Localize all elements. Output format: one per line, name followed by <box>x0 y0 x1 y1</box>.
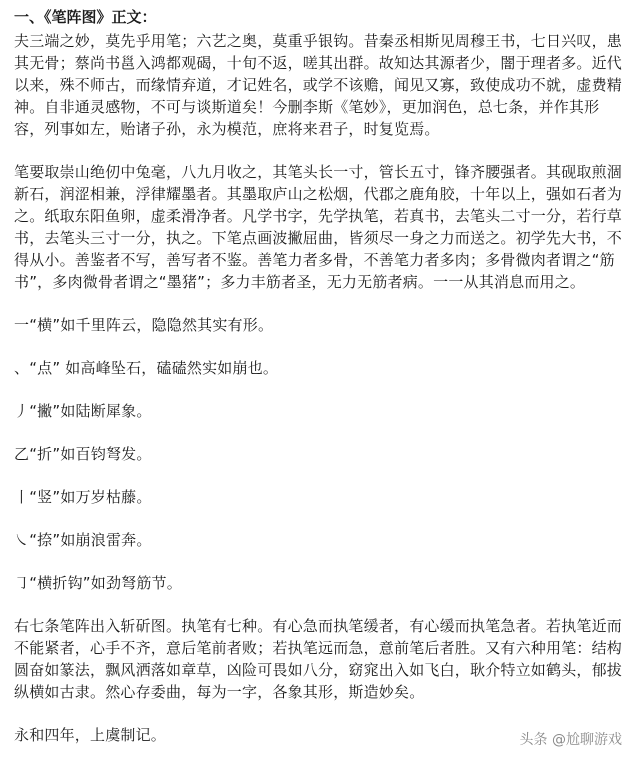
paragraph-gap <box>14 703 628 724</box>
paragraph-gap <box>14 140 628 161</box>
stroke-hengzhegou: ㇆“横折钩”如劲弩筋节。 <box>14 574 182 592</box>
summary-paragraph: 右七条笔阵出入斩斫图。执笔有七种。有心急而执笔缓者，有心缓而执笔急者。若执笔近而不能紧者，心手不齐，意后笔前者败；若执笔远而急，意前笔后者胜。又有六种用笔：结构圆奋如篆法，飘风洒落如章草，凶险可畏如八分，窈窕出入如飞白，耿介特立如鹤头，郁拔纵横如古隶。然心存委曲，每为一字，各象其形，斯造妙矣。 <box>14 617 623 701</box>
stroke-pie: 丿“撇”如陆断犀象。 <box>14 402 152 420</box>
article-body <box>14 6 628 746</box>
intro-paragraph: 夫三端之妙，莫先乎用笔；六艺之奥，莫重乎银钩。昔秦丞相斯见周穆王书，七日兴叹，患其无骨；蔡尚书邕入鸿都观碣，十旬不返，嗟其出群。故知达其源者少，闇于理者多。近代以来，殊不师古，而缘情弃道，才记姓名，或学不该赡，闻见又寡，致使成功不就，虚费精神。自非通灵感物，不可与谈斯道矣！今删李斯《笔妙》，更加润色，总七条，并作其形容，列事如左，贻诸子孙，永为模范，庶将来君子，时复览焉。 <box>14 32 623 138</box>
signature-line: 永和四年，上虞制记。 <box>14 726 167 744</box>
tools-paragraph: 笔要取崇山绝仞中兔毫，八九月收之，其笔头长一寸，管长五寸，锋齐腰强者。其砚取煎涸新石，润涩相兼，浮律耀墨者。其墨取庐山之松烟，代郡之鹿角胶，十年以上，强如石者为之。纸取东阳鱼卵，虚柔滑净者。凡学书字，先学执笔，若真书，去笔头二寸一分，若行草书，去笔头三寸一分，执之。下笔点画波撇屈曲，皆须尽一身之力而送之。初学先大书，不得从小。善鉴者不写，善写者不鉴。善笔力者多骨，不善笔力者多肉；多骨微肉者谓之“筋书”，多肉微骨者谓之“墨猪”；多力丰筋者圣，无力无筋者病。一一从其消息而用之。 <box>14 163 623 291</box>
paragraph-gap <box>14 551 628 572</box>
section-title: 一、《笔阵图》正文： <box>14 8 157 26</box>
paragraph-gap <box>14 594 628 615</box>
paragraph-gap <box>14 293 628 314</box>
paragraph-gap <box>14 465 628 486</box>
stroke-dian: 、“点” 如高峰坠石，磕磕然实如崩也。 <box>14 359 279 377</box>
stroke-na: ㇏“捺”如崩浪雷奔。 <box>14 531 152 549</box>
stroke-zhe: 乙“折”如百钧弩发。 <box>14 445 152 463</box>
stroke-shu: 丨“竖”如万岁枯藤。 <box>14 488 152 506</box>
paragraph-gap <box>14 379 628 400</box>
paragraph-gap <box>14 336 628 357</box>
paragraph-gap <box>14 508 628 529</box>
paragraph-gap <box>14 422 628 443</box>
source-watermark: 头条 @尬聊游戏 <box>519 732 622 748</box>
stroke-heng: 一“横”如千里阵云，隐隐然其实有形。 <box>14 316 274 334</box>
